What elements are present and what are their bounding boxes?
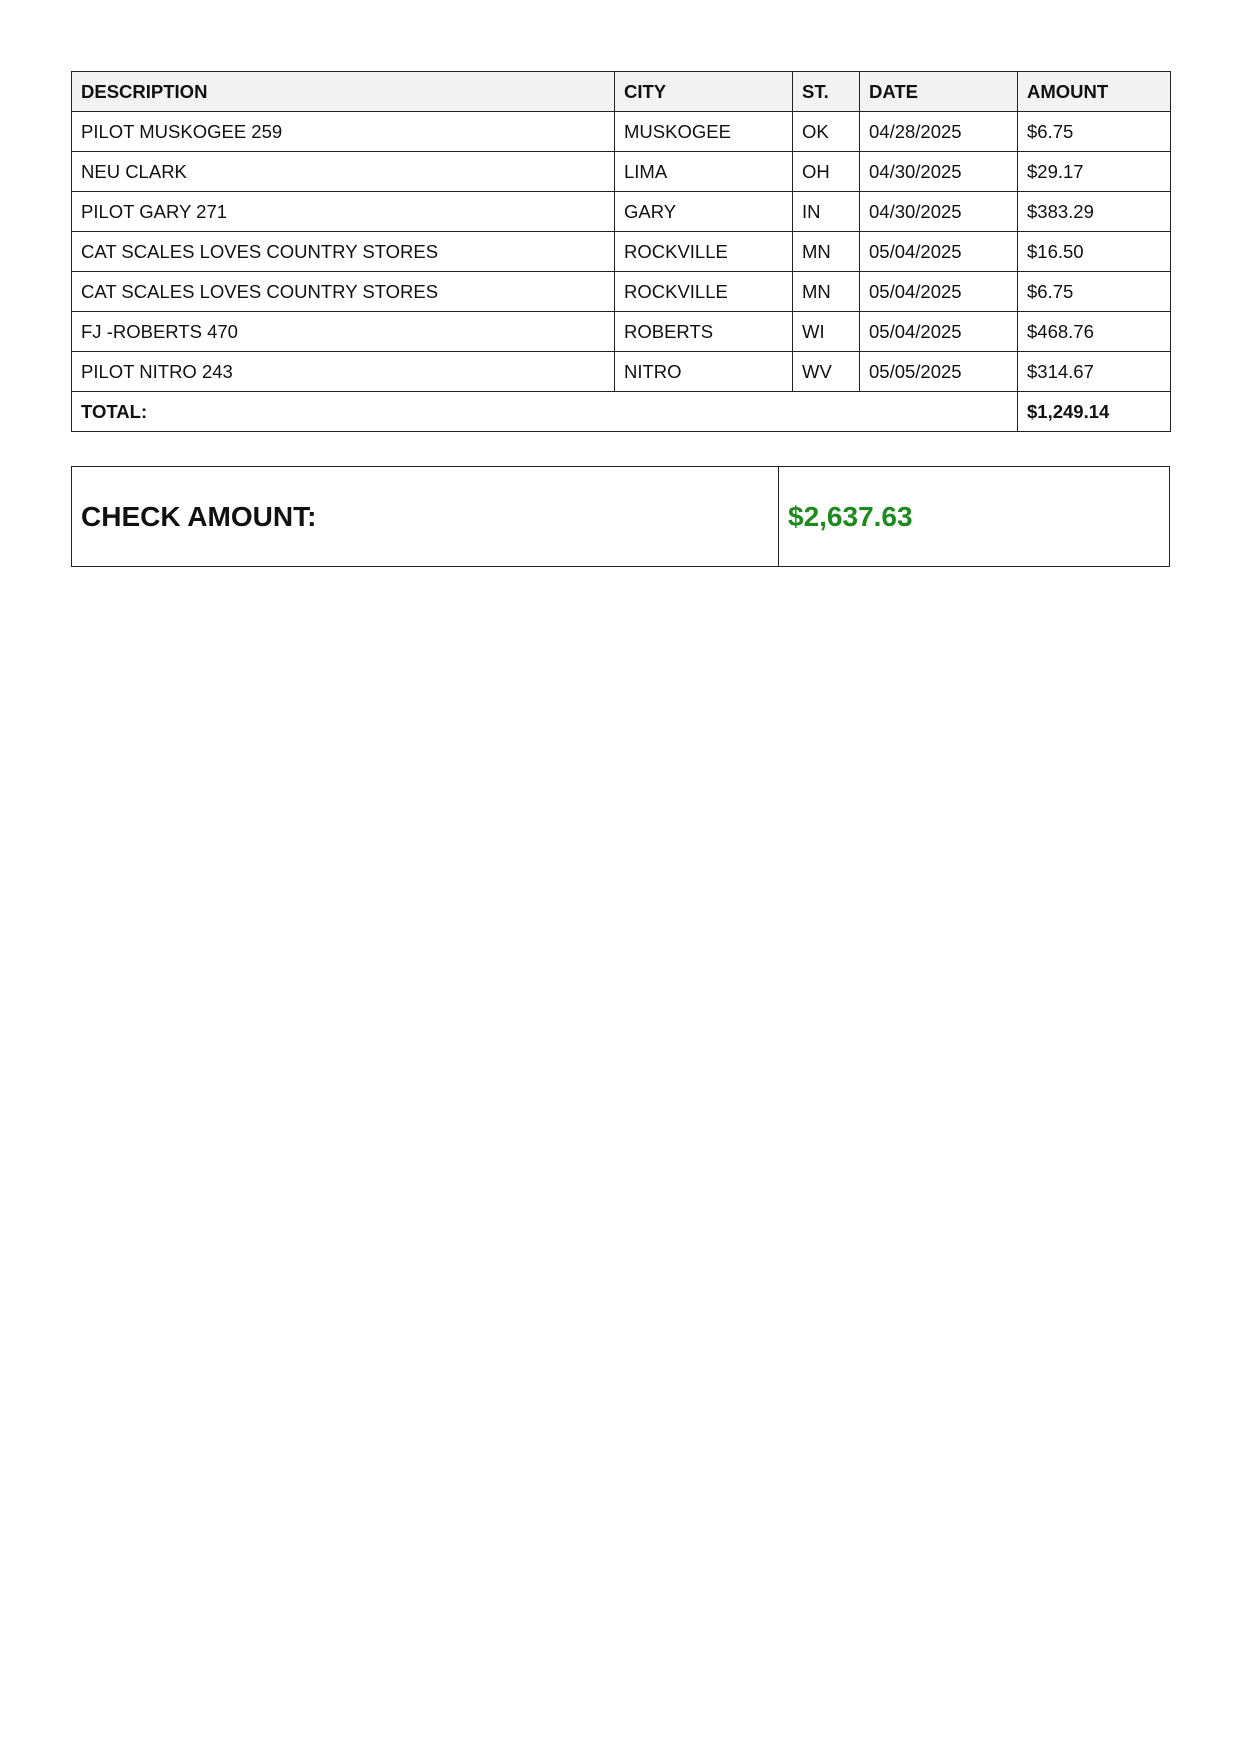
cell-city: GARY <box>615 192 793 232</box>
cell-description: CAT SCALES LOVES COUNTRY STORES <box>72 272 615 312</box>
check-amount-label: CHECK AMOUNT: <box>72 467 779 566</box>
cell-amount: $6.75 <box>1018 272 1171 312</box>
cell-amount: $314.67 <box>1018 352 1171 392</box>
cell-description: CAT SCALES LOVES COUNTRY STORES <box>72 232 615 272</box>
table-row <box>72 272 1171 312</box>
cell-description: PILOT MUSKOGEE 259 <box>72 112 615 152</box>
cell-state: WI <box>793 312 860 352</box>
cell-description: PILOT NITRO 243 <box>72 352 615 392</box>
cell-description: FJ -ROBERTS 470 <box>72 312 615 352</box>
cell-state: OK <box>793 112 860 152</box>
cell-state: WV <box>793 352 860 392</box>
cell-amount: $468.76 <box>1018 312 1171 352</box>
check-amount-box <box>71 466 1170 567</box>
cell-city: ROBERTS <box>615 312 793 352</box>
cell-city: ROCKVILLE <box>615 272 793 312</box>
cell-date: 05/04/2025 <box>860 232 1018 272</box>
cell-city: MUSKOGEE <box>615 112 793 152</box>
cell-date: 05/04/2025 <box>860 312 1018 352</box>
header-state: ST. <box>793 72 860 112</box>
cell-amount: $6.75 <box>1018 112 1171 152</box>
table-row <box>72 112 1171 152</box>
expense-table <box>71 71 1171 432</box>
header-description: DESCRIPTION <box>72 72 615 112</box>
cell-date: 05/04/2025 <box>860 272 1018 312</box>
cell-date: 04/28/2025 <box>860 112 1018 152</box>
cell-amount: $29.17 <box>1018 152 1171 192</box>
total-row <box>72 392 1171 432</box>
cell-state: MN <box>793 272 860 312</box>
table-header-row <box>72 72 1171 112</box>
header-city: CITY <box>615 72 793 112</box>
cell-amount: $16.50 <box>1018 232 1171 272</box>
cell-description: NEU CLARK <box>72 152 615 192</box>
cell-amount: $383.29 <box>1018 192 1171 232</box>
cell-state: OH <box>793 152 860 192</box>
check-amount-value: $2,637.63 <box>788 500 913 532</box>
cell-date: 04/30/2025 <box>860 192 1018 232</box>
table-row <box>72 312 1171 352</box>
cell-description: PILOT GARY 271 <box>72 192 615 232</box>
table-row <box>72 192 1171 232</box>
table-row <box>72 352 1171 392</box>
header-date: DATE <box>860 72 1018 112</box>
cell-date: 04/30/2025 <box>860 152 1018 192</box>
cell-city: NITRO <box>615 352 793 392</box>
table-row <box>72 152 1171 192</box>
header-amount: AMOUNT <box>1018 72 1171 112</box>
cell-state: MN <box>793 232 860 272</box>
cell-city: LIMA <box>615 152 793 192</box>
cell-city: ROCKVILLE <box>615 232 793 272</box>
cell-state: IN <box>793 192 860 232</box>
total-amount: $1,249.14 <box>1018 392 1171 432</box>
cell-date: 05/05/2025 <box>860 352 1018 392</box>
total-label: TOTAL: <box>72 392 1018 432</box>
table-row <box>72 232 1171 272</box>
